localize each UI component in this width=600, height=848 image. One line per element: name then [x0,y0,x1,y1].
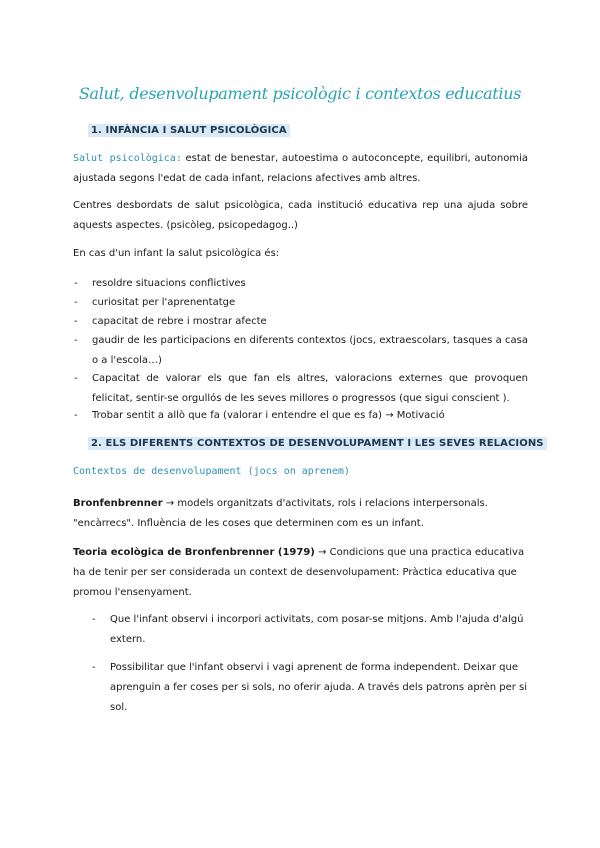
list-item: - capacitat de rebre i mostrar afecte [92,312,528,332]
section-2-subheading: Contextos de desenvolupament (jocs on aprenem) [73,466,350,477]
paragraph-centres: Centres desbordats de salut psicològica, cada institució educativa rep una ajuda sobre aquests aspectes. (psicòleg, psicopedagog..) [73,200,528,231]
section-2-heading: 2. ELS DIFERENTS CONTEXTOS DE DESENVOLUPAMENT I LES SEVES RELACIONS [88,437,547,450]
definition-text: estat de benestar, autoestima o autoconcepte, equilibri, autonomia ajustada segons l'edat de cada infant, relacions afectives amb altres. [73,153,528,184]
bullet-dash: - [74,410,78,421]
list-item: - curiositat per l'aprenentatge [92,293,528,313]
definition-paragraph [73,149,528,189]
bullet-dash: - [74,297,78,308]
paragraph-bronfenbrenner: Bronfenbrenner → models organitzats d'activitats, rols i relacions interpersonals. "encàrrecs". Influència de les coses que determinen com es un infant. [73,498,488,529]
list-item: - gaudir de les participacions en diferents contextos (jocs, extraescolars, tasques a casa o a l'escola…) [92,331,528,371]
paragraph-teoria: Teoria ecològica de Bronfenbrenner (1979) → Condicions que una practica educativa ha de tenir per ser considerada un context de desenvolupament: Pràctica educativa que promou l'ensenyament. [73,547,525,598]
bullet-dash: - [74,278,78,289]
bullet-dash: - [74,373,78,384]
teoria-term: Teoria ecològica de Bronfenbrenner (1979) [73,547,315,558]
list-item: - resoldre situacions conflictives [92,274,528,294]
bullet-dash: - [74,316,78,327]
bullet-dash: - [74,335,78,346]
definition-term: Salut psicològica: [73,153,182,164]
list-item: - Trobar sentit a allò que fa (valorar i entendre el que es fa) → Motivació [92,406,528,426]
list-item: - Possibilitar que l'infant observi i vagi aprenent de forma independent. Deixar que aprenguin a fer coses per si sols, no oferir ajuda. A través dels patrons aprèn per si sol. [110,658,528,718]
list-item: - Capacitat de valorar els que fan els altres, valoracions externes que provoquen felicitat, sentir-se orgullós de les seves millores o progressos (que sigui conscient ). [92,369,528,409]
list-item: - Que l'infant observi i incorpori activitats, com posar-se mitjons. Amb l'ajuda d'algú extern. [110,610,528,650]
bullet-dash: - [92,614,96,625]
document-title: Salut, desenvolupament psicològic i contextos educatius [78,84,522,103]
bronfenbrenner-term: Bronfenbrenner [73,498,163,509]
section-1-heading: 1. INFÀNCIA I SALUT PSICOLÒGICA [88,124,290,137]
paragraph-intro-list: En cas d'un infant la salut psicològica és: [73,248,280,259]
bullet-dash: - [92,662,96,673]
